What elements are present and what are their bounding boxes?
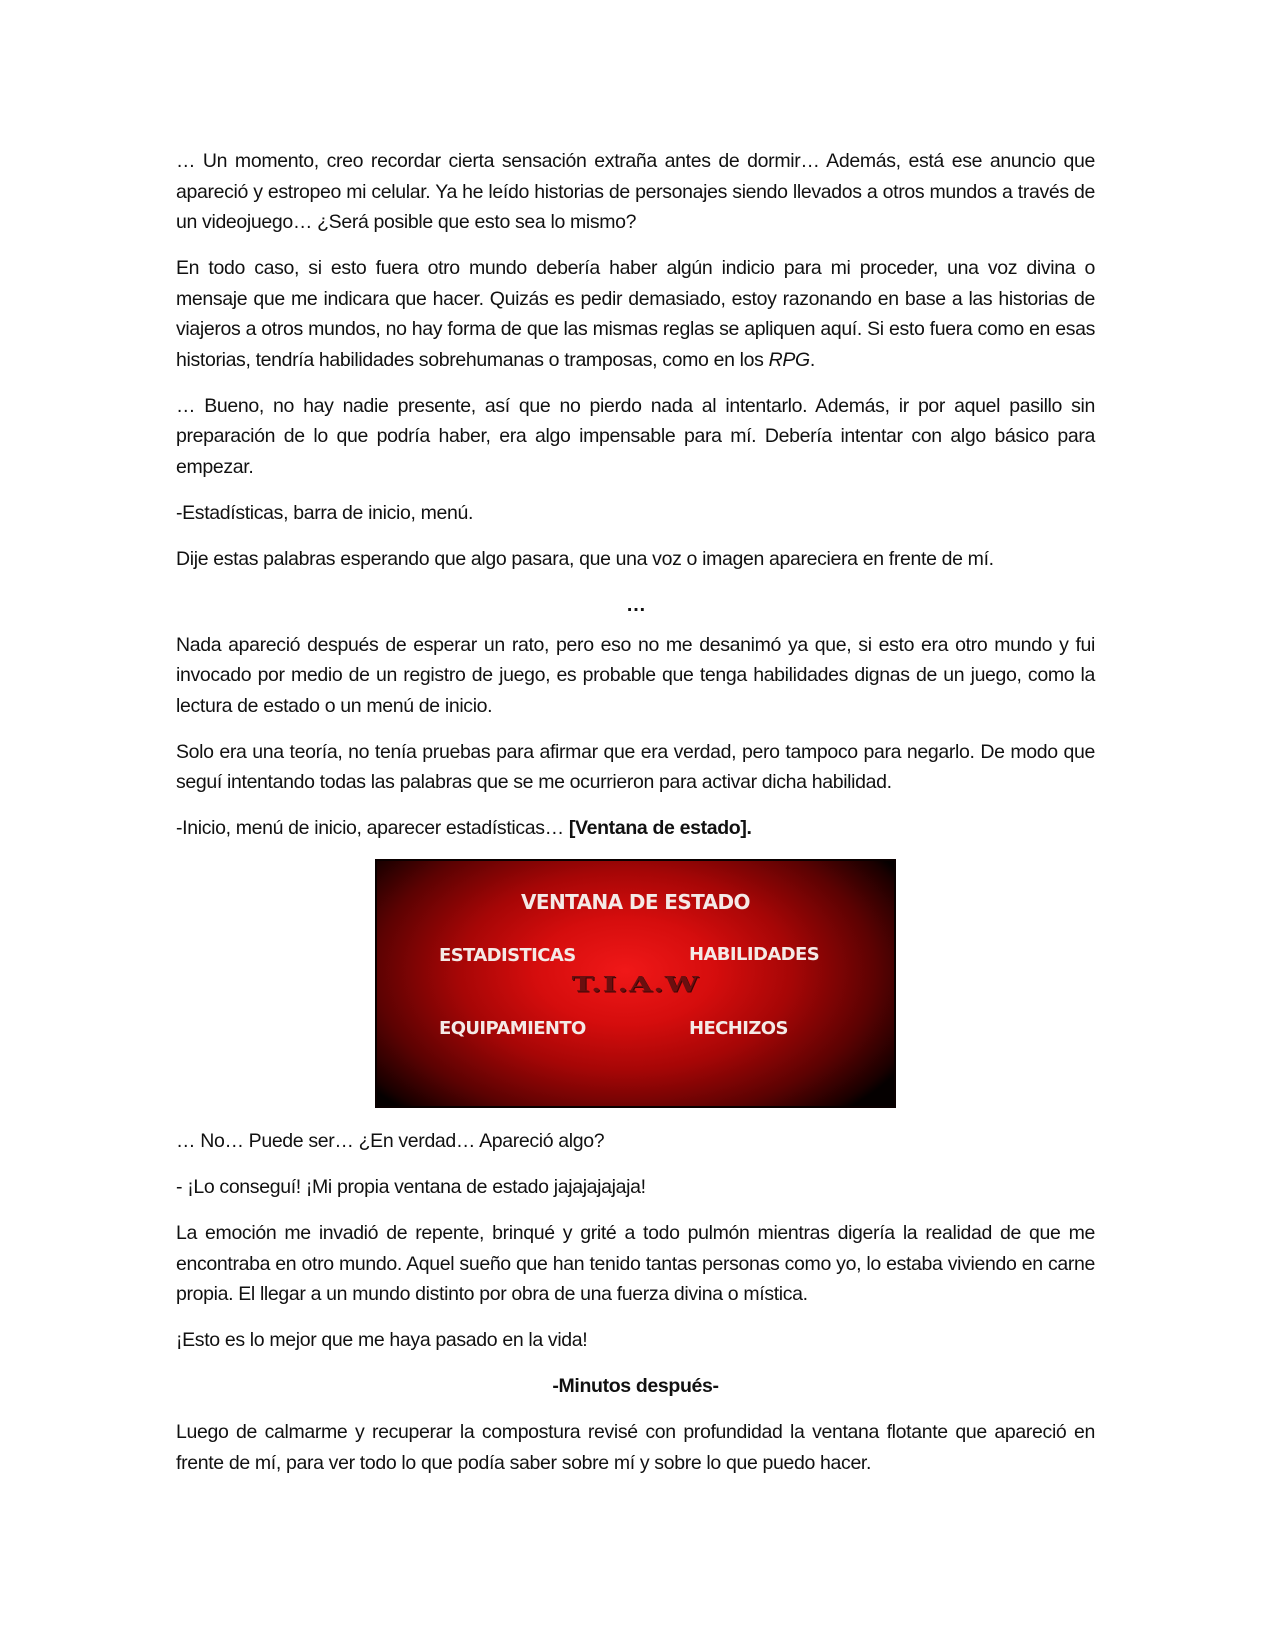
paragraph: … Un momento, creo recordar cierta sensación extraña antes de dormir… Además, está ese anuncio que apareció y estropeo mi celular. Ya he leído historias de personajes siendo llevados a otros mundos a través de un videojuego… ¿Será posible que esto sea lo mismo? — [176, 150, 1095, 233]
paragraph: Solo era una teoría, no tenía pruebas para afirmar que era verdad, pero tampoco para negarlo. De modo que seguí intentando todas las palabras que se me ocurrieron para activar dicha habilidad. — [176, 740, 1095, 793]
paragraph: La emoción me invadió de repente, brinqué y grité a todo pulmón mientras digería la realidad de que me encontraba en otro mundo. Aquel sueño que han tenido tantas personas como yo, lo estaba viviendo en carne propia. El llegar a un mundo distinto por obra de una fuerza divina o mística. — [176, 1222, 1095, 1305]
paragraph-text: -Inicio, menú de inicio, aparecer estadísticas… — [176, 817, 569, 839]
paragraph: ¡Esto es lo mejor que me haya pasado en la vida! — [176, 1329, 588, 1351]
paragraph-text: En todo caso, si esto fuera otro mundo debería haber algún indicio para mi proceder, una voz divina o mensaje que me indicara que hacer. Quizás es pedir demasiado, estoy razonando en base a las historias de viajeros a otros mundos, no hay forma de que las mismas reglas se apliquen aquí. Si esto fuera como en esas historias, tendría habilidades sobrehumanas o tramposas, como en los — [176, 257, 1095, 371]
paragraph: … No… Puede ser… ¿En verdad… Apareció algo? — [176, 1130, 605, 1152]
status-window-skills: HABILIDADES — [689, 944, 820, 965]
dialogue-line — [176, 813, 1095, 844]
bold-command: [Ventana de estado]. — [568, 817, 752, 839]
status-window-spells: HECHIZOS — [689, 1018, 788, 1039]
paragraph: … Bueno, no hay nadie presente, así que no pierdo nada al intentarlo. Además, ir por aquel pasillo sin preparación de lo que podría haber, era algo impensable para mí. Debería intentar con algo básico para empezar. — [176, 394, 1095, 478]
paragraph-text: . — [809, 348, 815, 371]
dialogue-line: - ¡Lo conseguí! ¡Mi propia ventana de estado jajajajajaja! — [176, 1176, 646, 1198]
italic-term: RPG — [768, 348, 810, 371]
status-window-image — [375, 859, 896, 1108]
figure — [176, 859, 1095, 1108]
status-window-title: VENTANA DE ESTADO — [521, 890, 750, 914]
paragraph: Dije estas palabras esperando que algo pasara, que una voz o imagen apareciera en frente de mí. — [176, 547, 994, 570]
document-page — [176, 146, 1095, 1494]
status-window-equipment: EQUIPAMIENTO — [439, 1018, 586, 1039]
section-separator: … — [626, 593, 645, 616]
paragraph: Nada apareció después de esperar un rato, pero eso no me desanimó ya que, si esto era otro mundo y fui invocado por medio de un registro de juego, es probable que tenga habilidades dignas de un juego, como la lectura de estado o un menú de inicio. — [176, 633, 1095, 717]
scene-break-heading: -Minutos después- — [552, 1375, 719, 1397]
dialogue-line: -Estadísticas, barra de inicio, menú. — [176, 501, 474, 524]
paragraph: Luego de calmarme y recuperar la compostura revisé con profundidad la ventana flotante que apareció en frente de mí, para ver todo lo que podía saber sobre mí y sobre lo que puedo hacer. — [176, 1421, 1095, 1474]
paragraph — [176, 253, 1095, 375]
status-window-stats: ESTADISTICAS — [439, 945, 576, 966]
status-window-logo: T.I.A.W — [571, 972, 700, 998]
